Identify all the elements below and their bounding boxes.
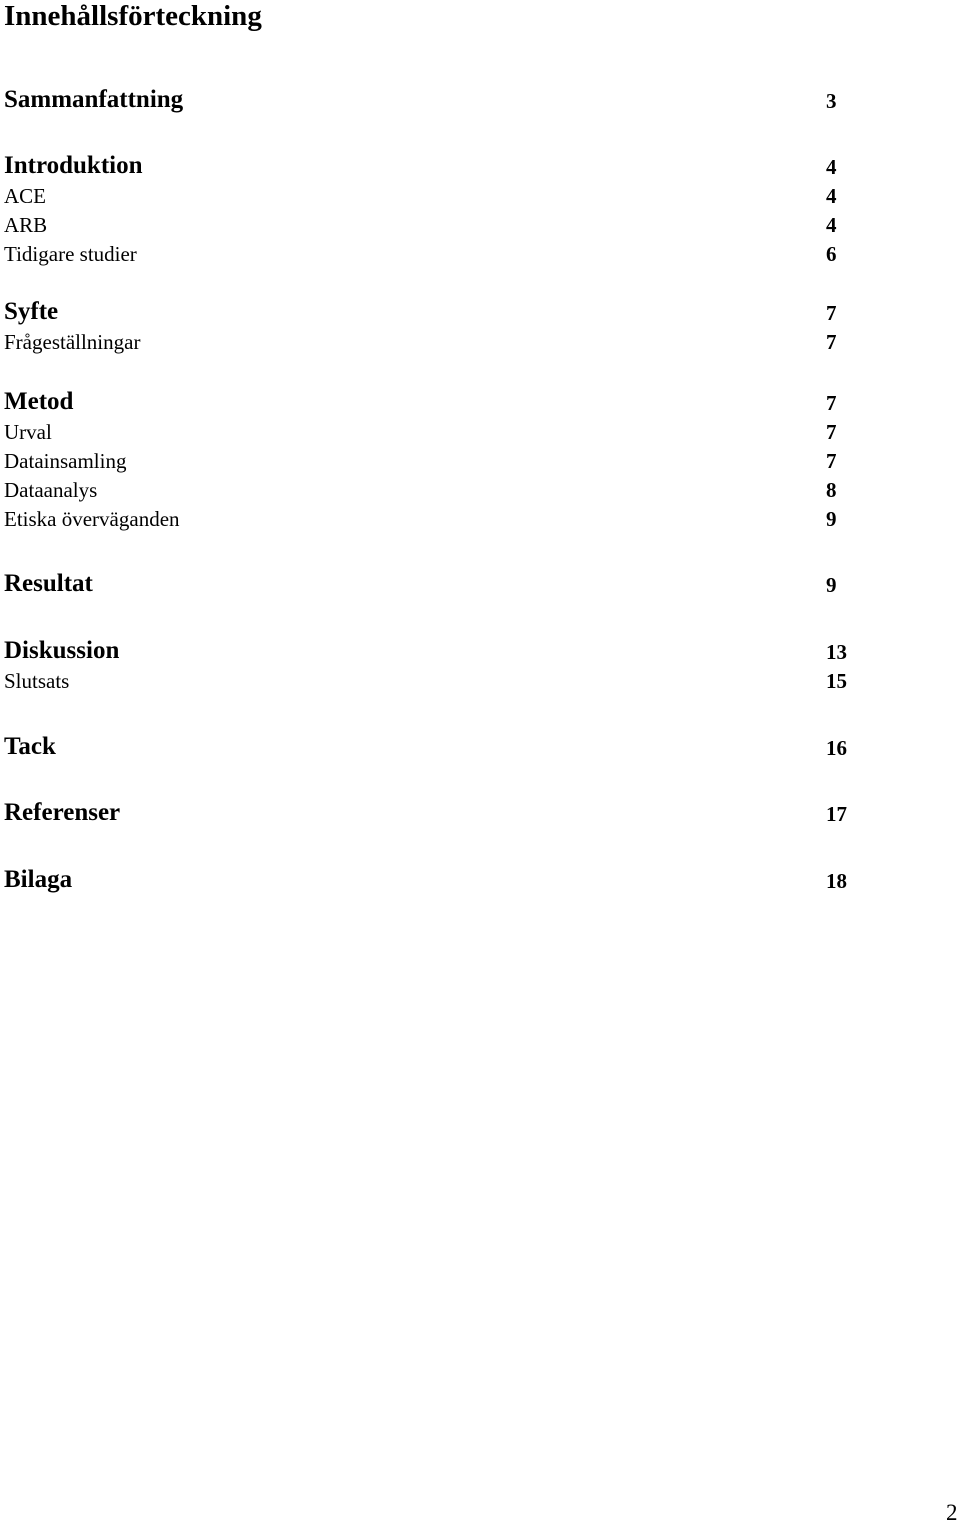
toc-page: 9 [826,507,837,531]
toc-subheading: Urval [4,420,52,444]
toc-page: 8 [826,478,837,502]
toc-page: 4 [826,155,837,179]
toc-page: 17 [826,802,847,826]
toc-page: 7 [826,301,837,325]
toc-page: 7 [826,391,837,415]
toc-heading: Resultat [4,570,93,597]
toc-page: 16 [826,736,847,760]
toc-page: 18 [826,869,847,893]
toc-page: 7 [826,330,837,354]
toc-page: 15 [826,669,847,693]
toc-subheading: ACE [4,184,46,208]
toc-page: 4 [826,213,837,237]
toc-subheading: Dataanalys [4,478,98,502]
toc-heading: Metod [4,388,74,415]
toc-subheading: Slutsats [4,669,70,693]
toc-heading: Sammanfattning [4,86,184,113]
toc-page: 13 [826,640,847,664]
page-title: Innehållsförteckning [4,0,262,32]
toc-heading: Syfte [4,298,59,325]
toc-heading: Introduktion [4,152,143,179]
toc-heading: Diskussion [4,637,120,664]
toc-heading: Bilaga [4,866,73,893]
toc-subheading: Etiska överväganden [4,507,180,531]
toc-subheading: Tidigare studier [4,242,137,266]
toc-subheading: ARB [4,213,48,237]
toc-page: 9 [826,573,837,597]
toc-page: 6 [826,242,837,266]
toc-heading: Tack [4,733,56,760]
page-number: 2 [946,1500,958,1525]
toc-heading: Referenser [4,799,121,826]
toc-page: 4 [826,184,837,208]
toc-subheading: Datainsamling [4,449,127,473]
toc-page: 7 [826,449,837,473]
toc-subheading: Frågeställningar [4,330,141,354]
toc-page: 3 [826,89,837,113]
toc-page: 7 [826,420,837,444]
